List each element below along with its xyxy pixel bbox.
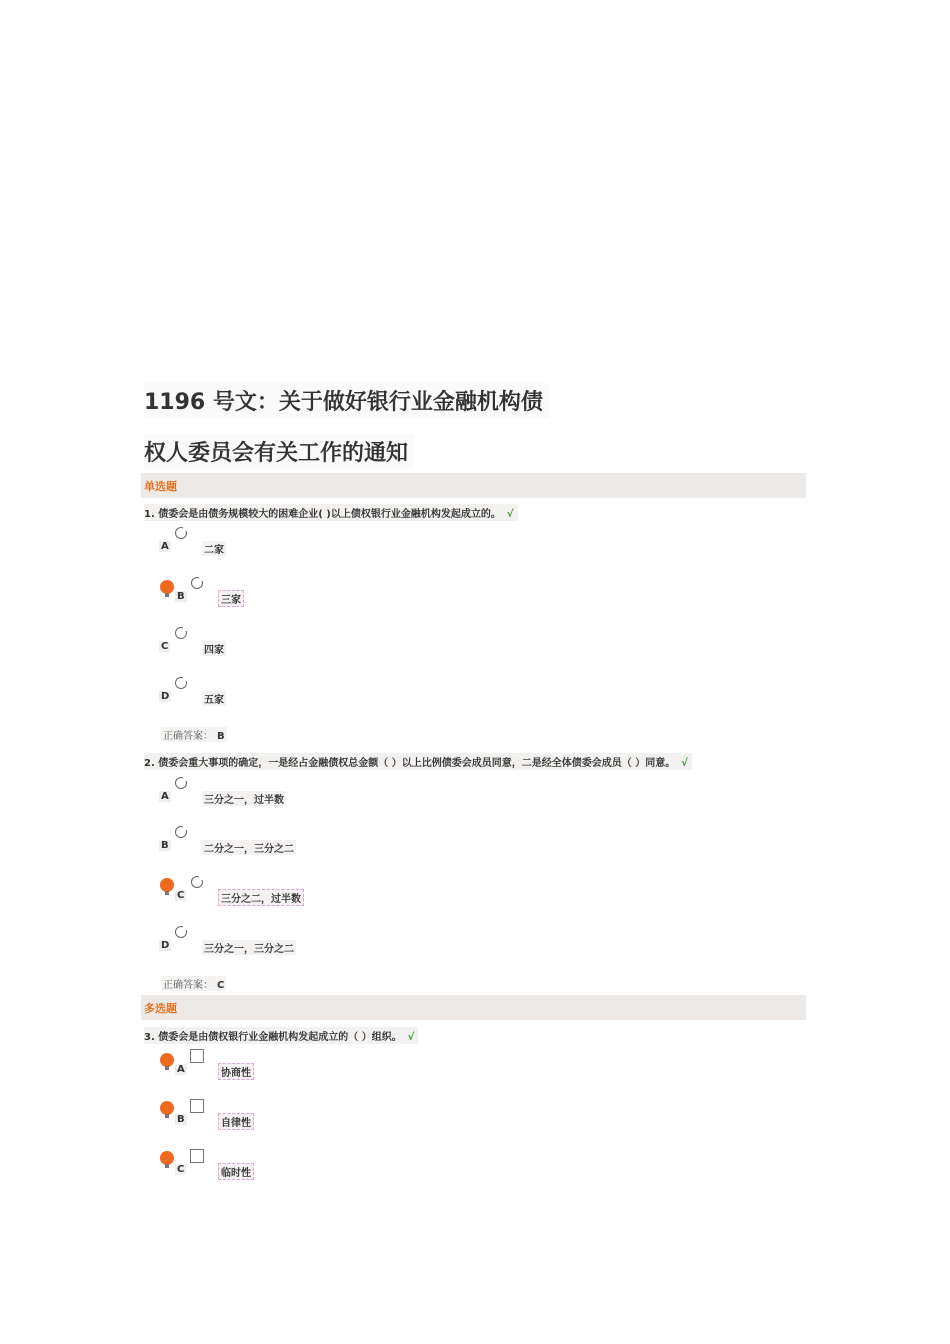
option-text: 二分之一，三分之二 bbox=[202, 840, 296, 855]
option-q3-b[interactable] bbox=[0, 1098, 950, 1138]
option-q1-c[interactable] bbox=[0, 625, 950, 665]
option-letter: B bbox=[177, 591, 185, 602]
option-q2-d[interactable] bbox=[0, 924, 950, 964]
option-letter: C bbox=[177, 1164, 185, 1175]
radio-button[interactable] bbox=[175, 527, 187, 539]
option-q1-a[interactable] bbox=[0, 525, 950, 565]
option-text: 三分之二，过半数 bbox=[218, 889, 304, 906]
option-letter: C bbox=[177, 890, 185, 901]
question-3 bbox=[144, 1027, 418, 1044]
radio-button[interactable] bbox=[191, 876, 203, 888]
option-text: 二家 bbox=[202, 541, 226, 556]
section-label: 单选题 bbox=[144, 480, 177, 493]
question-2 bbox=[144, 753, 692, 770]
question-text: 2. 债委会重大事项的确定，一是经占金融债权总金额（ ）以上比例债委会成员同意，二是经全体债委会成员（ ）同意。 bbox=[144, 758, 676, 769]
radio-button[interactable] bbox=[175, 926, 187, 938]
option-text: 三分之一，过半数 bbox=[202, 791, 286, 806]
section-multiple-choice bbox=[141, 995, 806, 1020]
answer-label: 正确答案： bbox=[163, 980, 213, 991]
question-text: 1. 债委会是由债务规模较大的困难企业( )以上债权银行业金融机构发起成立的。 bbox=[144, 509, 501, 520]
option-text: 三家 bbox=[218, 590, 244, 607]
radio-button[interactable] bbox=[175, 677, 187, 689]
option-letter: A bbox=[161, 541, 169, 552]
check-icon: √ bbox=[506, 509, 514, 520]
answer-label: 正确答案： bbox=[163, 731, 213, 742]
option-letter: A bbox=[161, 791, 169, 802]
lightbulb-icon bbox=[160, 1151, 174, 1165]
section-label: 多选题 bbox=[144, 1002, 177, 1015]
lightbulb-icon bbox=[160, 878, 174, 892]
answer-value: C bbox=[217, 980, 225, 991]
question-text: 3. 债委会是由债权银行业金融机构发起成立的（ ）组织。 bbox=[144, 1032, 402, 1043]
option-text: 自律性 bbox=[218, 1113, 254, 1130]
checkbox[interactable] bbox=[190, 1099, 204, 1113]
answer-value: B bbox=[217, 731, 225, 742]
option-q3-c[interactable] bbox=[0, 1148, 950, 1188]
option-letter: B bbox=[161, 840, 169, 851]
checkbox[interactable] bbox=[190, 1149, 204, 1163]
option-text: 临时性 bbox=[218, 1163, 254, 1180]
lightbulb-icon bbox=[160, 1101, 174, 1115]
option-letter: B bbox=[177, 1114, 185, 1125]
lightbulb-icon bbox=[160, 1053, 174, 1067]
option-letter: C bbox=[161, 641, 169, 652]
option-q1-b[interactable] bbox=[0, 575, 950, 615]
radio-button[interactable] bbox=[191, 577, 203, 589]
section-single-choice bbox=[141, 473, 806, 498]
checkbox[interactable] bbox=[190, 1049, 204, 1063]
option-q1-d[interactable] bbox=[0, 675, 950, 715]
radio-button[interactable] bbox=[175, 826, 187, 838]
option-letter: A bbox=[177, 1064, 185, 1075]
check-icon: √ bbox=[681, 758, 688, 769]
title-line-1: 1196 号文：关于做好银行业金融机构债 bbox=[144, 383, 549, 418]
option-text: 五家 bbox=[202, 691, 226, 706]
option-q2-a[interactable] bbox=[0, 775, 950, 815]
title-line-2: 权人委员会有关工作的通知 bbox=[144, 434, 414, 469]
option-text: 四家 bbox=[202, 641, 226, 656]
option-text: 协商性 bbox=[218, 1063, 254, 1080]
correct-answer bbox=[161, 727, 227, 742]
radio-button[interactable] bbox=[175, 777, 187, 789]
option-q2-c[interactable] bbox=[0, 874, 950, 914]
check-icon: √ bbox=[407, 1032, 415, 1043]
option-letter: D bbox=[161, 691, 170, 702]
option-q3-a[interactable] bbox=[0, 1048, 950, 1088]
option-letter: D bbox=[161, 940, 170, 951]
lightbulb-icon bbox=[160, 580, 174, 594]
question-1 bbox=[144, 504, 518, 521]
correct-answer bbox=[161, 976, 226, 991]
option-q2-b[interactable] bbox=[0, 824, 950, 864]
radio-button[interactable] bbox=[175, 627, 187, 639]
option-text: 三分之一，三分之二 bbox=[202, 940, 296, 955]
